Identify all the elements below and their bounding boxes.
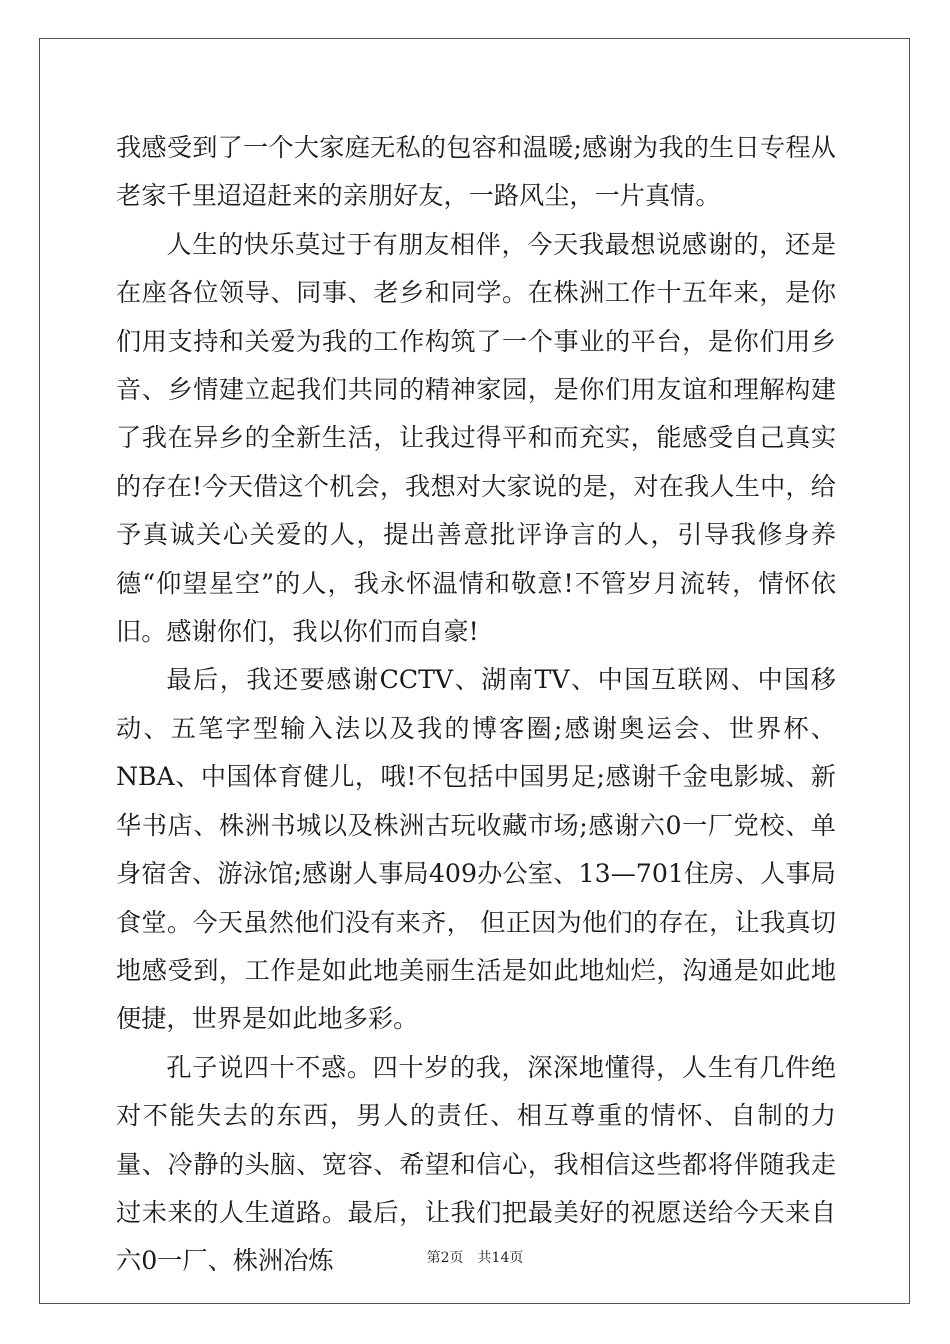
paragraph-4: 孔子说四十不惑。四十岁的我，深深地懂得，人生有几件绝对不能失去的东西，男人的责任、相互尊重的情怀、自制的力量、冷静的头脑、宽容、希望和信心，我相信这些都将伴随我走过未来的人生道路。最后，让我们把最美好的祝愿送给今天来自六0一厂、株洲冶炼 [116, 1052, 836, 1276]
paragraph-1: 我感受到了一个大家庭无私的包容和温暖;感谢为我的生日专程从老家千里迢迢赶来的亲朋好友，一路风尘，一片真情。 [116, 133, 836, 211]
page-number: 第2页 [426, 1250, 464, 1266]
page-footer [0, 1247, 950, 1267]
document-body [116, 124, 836, 1286]
paragraph-2: 人生的快乐莫过于有朋友相伴，今天我最想说感谢的，还是在座各位领导、同事、老乡和同学。在株洲工作十五年来，是你们用支持和关爱为我的工作构筑了一个事业的平台，是你们用乡音、乡情建立起我们共同的精神家园，是你们用友谊和理解构建了我在异乡的全新生活，让我过得平和而充实，能感受自己真实的存在!今天借这个机会，我想对大家说的是，对在我人生中，给予真诚关心关爱的人，提出善意批评诤言的人，引导我修身养德“仰望星空”的人，我永怀温情和敬意!不管岁月流转，情怀依旧。感谢你们，我以你们而自豪! [116, 229, 836, 647]
paragraph-3: 最后，我还要感谢CCTV、湖南TV、中国互联网、中国移动、五笔字型输入法以及我的博客圈;感谢奥运会、世界杯、NBA、中国体育健儿，哦!不包括中国男足;感谢千金电影城、新华书店、株洲书城以及株洲古玩收藏市场;感谢六0一厂党校、单身宿舍、游泳馆;感谢人事局409办公室、13—701住房、人事局食堂。今天虽然他们没有来齐， 但正因为他们的存在，让我真切地感受到，工作是如此地美丽生活是如此地灿烂，沟通是如此地便捷，世界是如此地多彩。 [116, 665, 836, 1034]
page-total: 共14页 [477, 1250, 524, 1266]
